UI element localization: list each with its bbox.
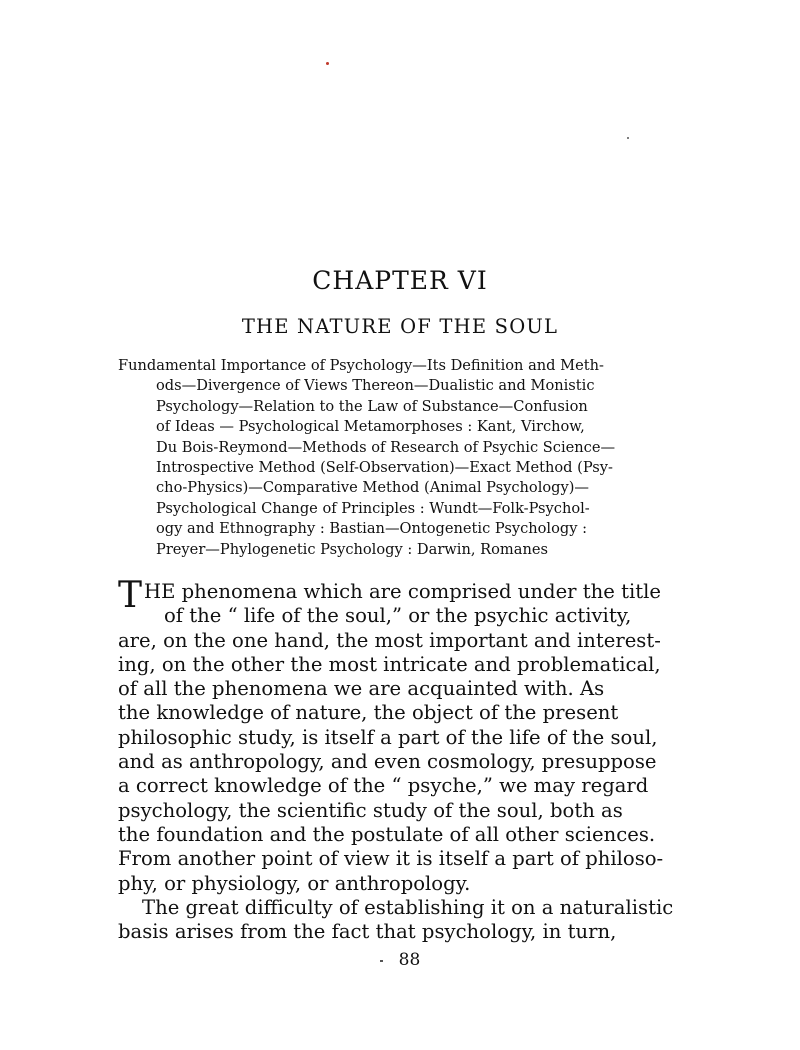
synopsis-line: of Ideas — Psychological Metamorphoses : Kant, Virchow, <box>156 418 585 436</box>
body-line: are, on the one hand, the most important and interest- <box>118 628 661 652</box>
synopsis-line: Du Bois-Reymond—Methods of Research of Psychic Science— <box>156 438 616 456</box>
body-line: psychology, the scientific study of the soul, both as <box>118 798 623 822</box>
body-line: ing, on the other the most intricate and problematical, <box>118 652 661 676</box>
synopsis-line: ods—Divergence of Views Thereon—Dualistic and Monistic <box>156 377 595 395</box>
body-line: From another point of view it is itself a part of philoso- <box>118 847 664 871</box>
body-line: basis arises from the fact that psychology, in turn, <box>118 920 617 944</box>
synopsis-line: Introspective Method (Self-Observation)—Exact Method (Psy- <box>156 458 613 476</box>
body-line: phy, or physiology, or anthropology. <box>118 871 471 895</box>
body-line: and as anthropology, and even cosmology, presuppose <box>118 750 657 774</box>
page-number-footer <box>0 950 800 970</box>
body-paragraphs <box>118 575 688 944</box>
synopsis-line: cho-Physics)—Comparative Method (Animal Psychology)— <box>156 479 590 497</box>
ink-speck <box>627 137 629 139</box>
synopsis-line: Psychological Change of Principles : Wundt—Folk-Psychol- <box>156 499 590 517</box>
ink-speck <box>326 62 329 65</box>
chapter-heading: CHAPTER VI <box>312 266 488 295</box>
ink-speck <box>380 960 383 962</box>
body-line: a correct knowledge of the “ psyche,” we may regard <box>118 774 649 798</box>
body-line: of the “ life of the soul,” or the psychic activity, <box>164 604 632 628</box>
synopsis-line: Preyer—Phylogenetic Psychology : Darwin, Romanes <box>156 540 548 558</box>
body-line: of all the phenomena we are acquainted with. As <box>118 677 605 701</box>
body-line-text: HE phenomena which are comprised under the title <box>144 580 661 603</box>
chapter-title: THE NATURE OF THE SOUL <box>241 315 559 338</box>
page-number: 88 <box>398 950 421 970</box>
body-line: the foundation and the postulate of all other sciences. <box>118 822 656 846</box>
body-line: The great difficulty of establishing it on a naturalistic <box>142 895 674 919</box>
body-line: philosophic study, is itself a part of the life of the soul, <box>118 725 658 749</box>
synopsis-line: ogy and Ethnography : Bastian—Ontogenetic Psychology : <box>156 520 588 538</box>
synopsis-line: Psychology—Relation to the Law of Substance—Confusion <box>156 397 588 415</box>
synopsis-line: Fundamental Importance of Psychology—Its Definition and Meth- <box>118 357 604 374</box>
body-line: the knowledge of nature, the object of the present <box>118 701 619 725</box>
drop-cap: T <box>118 575 143 616</box>
chapter-synopsis <box>118 356 684 560</box>
